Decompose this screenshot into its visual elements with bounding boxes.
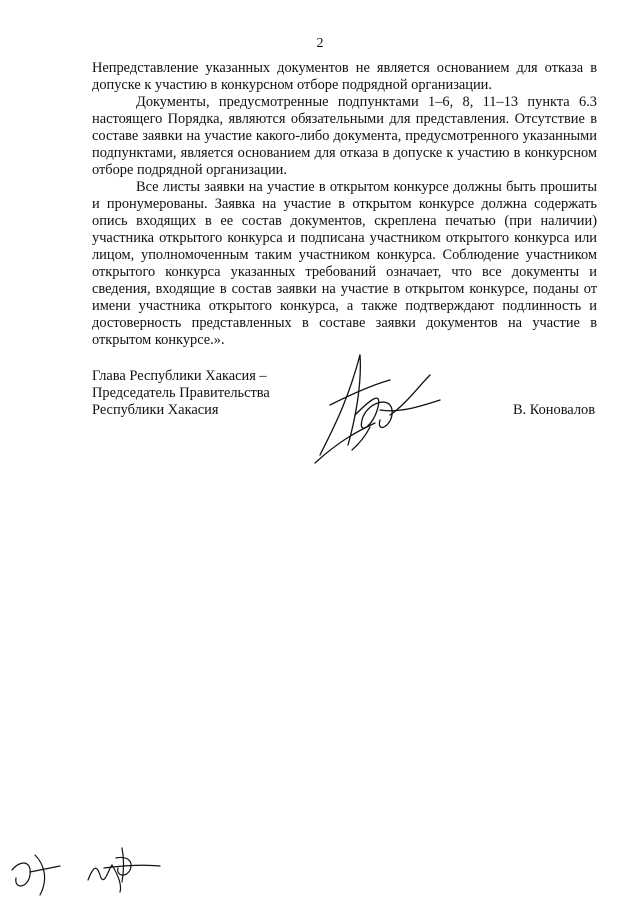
signatory-title-line: Республики Хакасия [92,402,219,418]
paragraph: Непредставление указанных документов не является основанием для отказа в допуске к участию в конкурсном отборе подрядной организации. [92,60,597,93]
handwritten-signature [300,345,460,465]
signatory-title [92,368,270,419]
handwritten-initials [0,830,170,900]
signatory-title-line: Глава Республики Хакасия – [92,368,267,384]
signatory-title-line: Председатель Правительства [92,385,270,401]
signatory-name: В. Коновалов [512,402,595,418]
page-number: 2 [316,36,324,51]
paragraph: Документы, предусмотренные подпунктами 1–6, 8, 11–13 пункта 6.3 настоящего Порядка, являются обязательными для представления. Отсутствие в составе заявки на участие какого-либо документа, предусмотренного указанными подпунктами, является основанием для отказа в допуске к участию в конкурсном отборе подрядной организации. [92,94,597,178]
paragraph: Все листы заявки на участие в открытом конкурсе должны быть прошиты и пронумерованы. Заявка на участие в открытом конкурсе должна содержать опись входящих в ее состав документов, скреплена печатью (при наличии) участника открытого конкурса и подписана участником открытого конкурса или лицом, уполномоченным таким участником конкурса. Соблюдение участником открытого конкурса указанных требований означает, что все документы и сведения, входящие в состав заявки на участие в открытом конкурсе, поданы от имени участника открытого конкурса, а также подтверждают подлинность и достоверность представленных в составе заявки документов на участие в открытом конкурсе.». [92,179,597,348]
document-body [92,60,597,349]
